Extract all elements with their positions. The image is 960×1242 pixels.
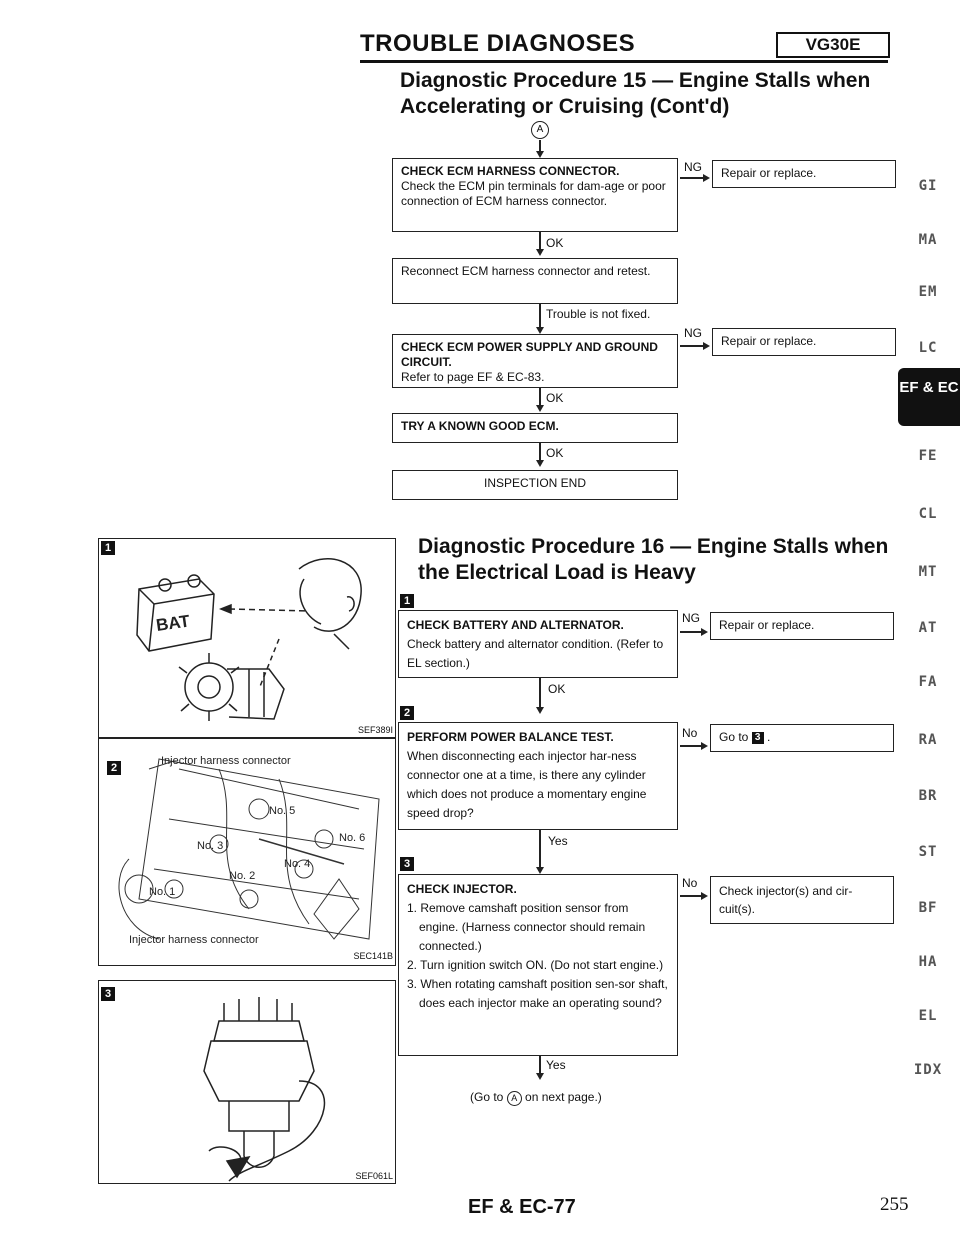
box-title: CHECK INJECTOR. [407,882,517,896]
header-rule [360,60,888,63]
injector-harness-label-top: Injector harness connector [161,755,291,767]
flow-arrow [539,1056,541,1074]
ok-label: OK [548,682,566,696]
flow-arrow [680,895,702,897]
section-tab-at[interactable]: AT [918,620,938,636]
section-tab-el[interactable]: EL [918,1008,938,1024]
battery-alternator-illustration [99,539,395,737]
flow-arrow [539,304,541,328]
proc15-title-line2: Accelerating or Cruising (Cont'd) [400,95,730,118]
section-tab-bf[interactable]: BF [918,900,938,916]
box-title: CHECK BATTERY AND ALTERNATOR. [407,618,624,632]
next-suffix: on next page.) [525,1090,602,1104]
battery-label: BAT [154,611,191,635]
proc16-box-power-balance [398,722,678,830]
proc16-title-line1: Diagnostic Procedure 16 — Engine Stalls when [418,535,889,558]
repair-text: Repair or replace. [721,166,817,180]
box-text: When disconnecting each injector har-ness connector one at a time, is there any cylinder which does not produce a momentary engine speed drop? [407,749,647,820]
proc15-repair-box-2 [712,328,896,356]
trouble-label: Trouble is not fixed. [546,307,651,321]
cylinder-label-4: No. 4 [284,858,311,870]
proc15-title-line1: Diagnostic Procedure 15 — Engine Stalls when [400,69,871,92]
flow-arrow [680,745,702,747]
cylinder-label-6: No. 6 [339,832,366,844]
proc16-goto-box [710,724,894,752]
repair-text: Repair or replace. [721,334,817,348]
injector-harness-label-bottom: Injector harness connector [129,934,259,946]
box-title: CHECK ECM HARNESS CONNECTOR. [401,164,620,178]
goto-step-badge: 3 [752,732,764,744]
yes-label: Yes [546,1058,566,1072]
proc15-box-reconnect [392,258,678,304]
flow-arrow [680,177,704,179]
connector-a-symbol: A [507,1091,522,1106]
cylinder-label-2: No. 2 [229,870,256,882]
flow-arrow [680,345,704,347]
cylinder-label-3: No. 3 [197,840,224,852]
figure-step-badge: 1 [101,541,115,555]
figure-injector-connectors [98,738,396,966]
proc16-box-check-injector [398,874,678,1056]
instruction-item: 2. Turn ignition switch ON. (Do not start engine.) [407,958,664,972]
step-badge-1: 1 [400,594,414,608]
proc15-box-check-ecm-harness [392,158,678,232]
page-header-title: TROUBLE DIAGNOSES [360,30,636,57]
flow-arrow [539,678,541,708]
flow-arrow [539,443,541,461]
no-label: No [682,876,698,890]
flow-arrow [539,388,541,406]
figure-code: SEC141B [353,951,393,961]
check-text: Check injector(s) and cir-cuit(s). [719,884,853,916]
section-tab-ha[interactable]: HA [918,954,938,970]
repair-text: Repair or replace. [719,618,815,632]
figure-code: SEF389I [357,725,393,735]
box-text: Reconnect ECM harness connector and retest. [401,264,651,278]
section-tab-br[interactable]: BR [918,788,938,804]
model-badge: VG30E [776,32,890,58]
ng-label: NG [684,160,702,174]
figure-code: SEF061L [355,1171,393,1181]
proc15-box-ecm-power [392,334,678,388]
flow-arrow [539,830,541,868]
proc16-check-injector-circuit-box [710,876,894,924]
ng-label: NG [684,326,702,340]
figure-battery-alternator [98,538,396,738]
section-tab-fa[interactable]: FA [918,674,938,690]
step-badge-2: 2 [400,706,414,720]
distributor-illustration [99,981,395,1183]
box-title: CHECK ECM POWER SUPPLY AND GROUND CIRCUIT. [401,340,658,369]
section-tab-gi[interactable]: GI [918,178,938,194]
section-tab-lc[interactable]: LC [918,340,938,356]
figure-camshaft-sensor [98,980,396,1184]
box-title: TRY A KNOWN GOOD ECM. [401,419,559,433]
ok-label: OK [546,236,564,250]
proc16-title-line2: the Electrical Load is Heavy [418,561,696,584]
proc15-repair-box-1 [712,160,896,188]
box-text: Check battery and alternator condition. (Refer to EL section.) [407,637,664,670]
section-tab-ma[interactable]: MA [918,232,938,248]
yes-label: Yes [548,834,568,848]
step-badge-3: 3 [400,857,414,871]
section-tab-cl[interactable]: CL [918,506,938,522]
ok-label: OK [546,446,564,460]
page-number: 255 [880,1194,909,1215]
instruction-item: 1. Remove camshaft position sensor from engine. (Harness connector should remain connected.) [407,901,646,953]
proc16-box-battery [398,610,678,678]
injector-illustration [99,739,395,965]
section-tab-st[interactable]: ST [918,844,938,860]
proc16-repair-box [710,612,894,640]
flow-arrow [680,631,702,633]
goto-prefix: Go to [719,730,749,744]
section-tab-mt[interactable]: MT [918,564,938,580]
flow-arrow [539,140,541,152]
cylinder-label-5: No. 5 [269,805,296,817]
ng-label: NG [682,611,700,625]
instruction-item: 3. When rotating camshaft position sen-sor shaft, does each injector make an operating sound? [407,977,668,1010]
proc15-box-inspection-end [392,470,678,500]
section-tab-fe[interactable]: FE [918,448,938,464]
proc15-box-try-ecm [392,413,678,443]
next-prefix: (Go to [470,1090,504,1104]
ok-label: OK [546,391,564,405]
box-title: PERFORM POWER BALANCE TEST. [407,730,614,744]
flow-arrow [539,232,541,250]
page-code: EF & EC-77 [468,1196,576,1218]
cylinder-label-1: No. 1 [149,886,176,898]
next-page-note [470,1090,602,1106]
goto-suffix: . [767,730,771,744]
box-text: Check the ECM pin terminals for dam-age or poor connection of ECM harness connector. [401,179,666,208]
figure-step-badge: 3 [101,987,115,1001]
box-text: Refer to page EF & EC-83. [401,370,545,384]
box-text: INSPECTION END [483,476,586,490]
connector-a-symbol: A [531,121,549,139]
figure-step-badge: 2 [107,761,121,775]
no-label: No [682,726,698,740]
section-tab-em[interactable]: EM [918,284,938,300]
section-tab-ra[interactable]: RA [918,732,938,748]
section-tab-idx[interactable]: IDX [913,1062,943,1078]
section-tab-ef-ec-active[interactable]: EF & EC [898,368,960,426]
